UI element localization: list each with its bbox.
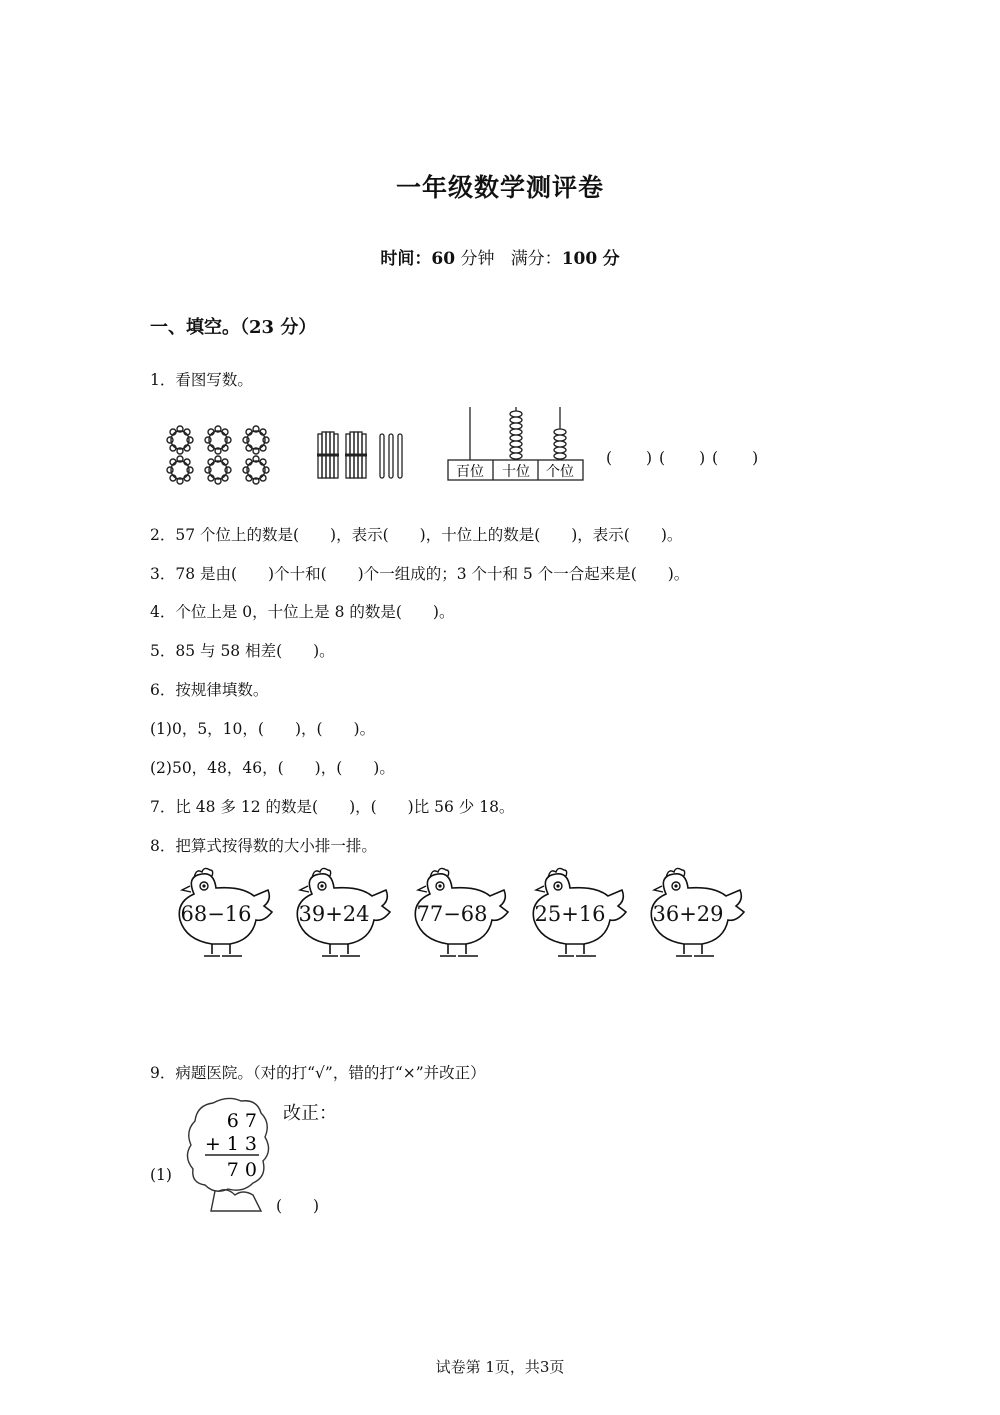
q9-1-label: (1)	[150, 1166, 172, 1184]
question-2: 2．57 个位上的数是( )，表示( )，十位上的数是( )，表示( )。	[150, 526, 683, 544]
chicken-expression: 77−68	[416, 902, 488, 926]
question-6: 6．按规律填数。	[150, 681, 269, 699]
chicken-card	[172, 866, 282, 961]
time-unit: 分钟	[460, 249, 495, 269]
abacus-label-tens: 十位	[502, 464, 530, 480]
question-8: 8．把算式按得数的大小排一排。	[150, 837, 377, 855]
q9-1-answer-blank[interactable]: ( )	[276, 1197, 320, 1215]
chicken-card	[526, 866, 636, 961]
section-heading: 一、填空。（23 分）	[150, 317, 317, 338]
chicken-expression: 39+24	[298, 902, 370, 926]
question-5: 5．85 与 58 相差( )。	[150, 642, 335, 660]
question-1: 1．看图写数。	[150, 371, 253, 389]
question-4: 4．个位上是 0，十位上是 8 的数是( )。	[150, 603, 455, 621]
chicken-card	[408, 866, 518, 961]
score-value: 100	[561, 249, 598, 269]
question-7: 7．比 48 多 12 的数是( )，( )比 56 少 18。	[150, 798, 515, 816]
chicken-expression: 68−16	[180, 902, 252, 926]
score-unit: 分	[602, 249, 620, 269]
chicken-card	[290, 866, 400, 961]
question-6-2: (2)50，48，46，( )，( )。	[150, 759, 395, 777]
score-label: 满分：	[510, 249, 562, 269]
q1-figures	[160, 402, 630, 492]
chicken-expression: 36+29	[652, 902, 724, 926]
chicken-card	[644, 866, 754, 961]
calc-top: 6 7	[226, 1110, 257, 1132]
bead-rings-icon	[167, 426, 269, 484]
page-footer: 试卷第 1页，共3页	[435, 1358, 565, 1376]
tree-calc-icon	[183, 1095, 273, 1220]
calc-result: 7 0	[226, 1159, 257, 1181]
time-label: 时间：	[380, 249, 432, 269]
exam-info	[0, 244, 1000, 269]
correction-label: 改正：	[283, 1103, 337, 1124]
chicken-expression: 25+16	[534, 902, 606, 926]
question-3: 3．78 是由( )个十和( )个一组成的；3 个十和 5 个一合起来是( )。	[150, 565, 690, 583]
page-title: 一年级数学测评卷	[395, 173, 604, 202]
calc-add: + 1 3	[204, 1133, 257, 1155]
time-value: 60	[431, 249, 456, 269]
question-9: 9．病题医院。（对的打“√”，错的打“×”并改正）	[150, 1064, 486, 1082]
abacus-label-hundreds: 百位	[456, 464, 484, 480]
stick-bundles-icon	[317, 432, 402, 478]
abacus-label-ones: 个位	[546, 464, 574, 480]
question-6-1: (1)0，5，10，( )，( )。	[150, 720, 376, 738]
q1-answer-blanks[interactable]: ( ) ( ) ( )	[606, 449, 760, 467]
